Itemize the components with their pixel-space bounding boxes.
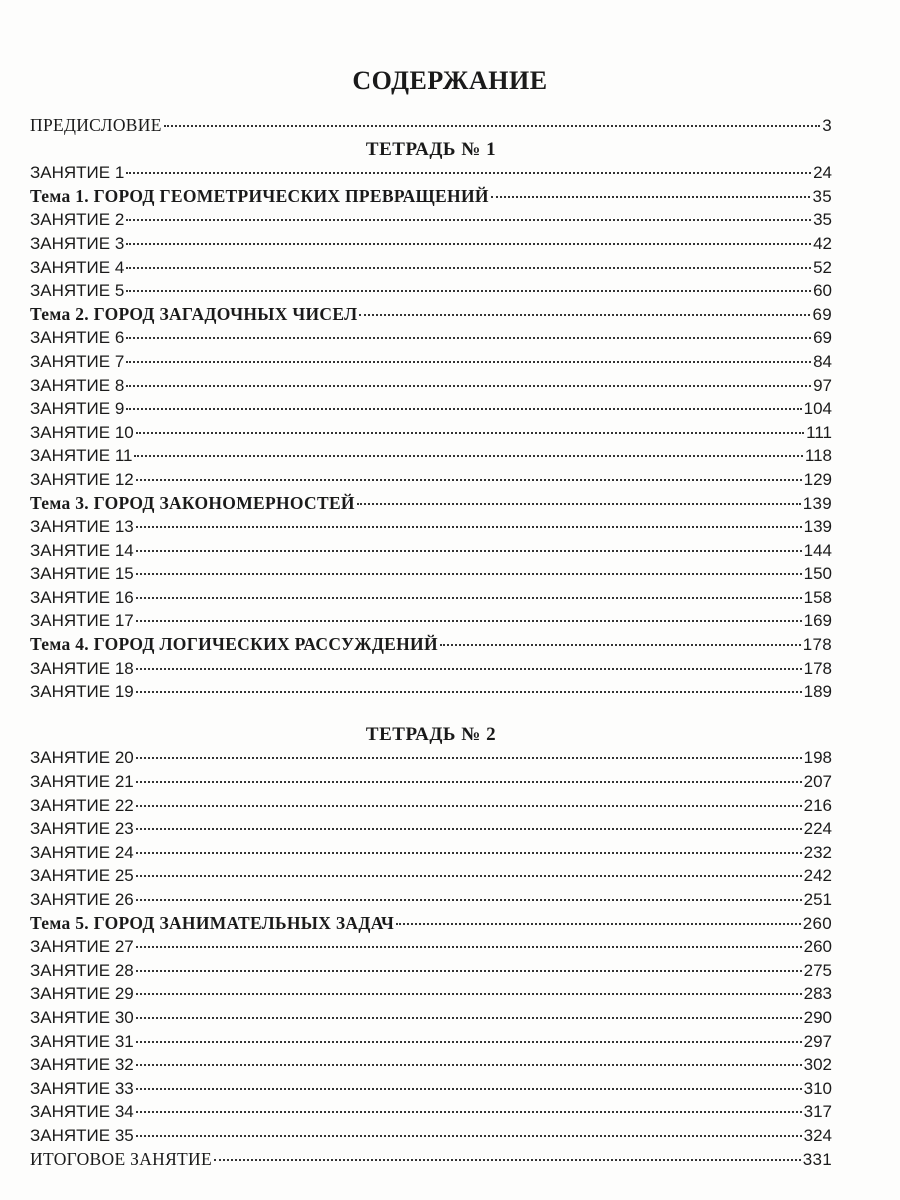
dot-leader — [136, 1041, 802, 1043]
toc-page-number: 302 — [803, 1055, 832, 1075]
toc-page-number: 24 — [813, 163, 832, 183]
dot-leader — [136, 1111, 802, 1113]
toc-entry-label: ЗАНЯТИЕ 30 — [30, 1007, 134, 1027]
toc-row — [30, 468, 832, 492]
toc-page-number: 310 — [803, 1078, 832, 1098]
toc-row — [30, 982, 832, 1006]
toc-entry-label: ЗАНЯТИЕ 34 — [30, 1102, 134, 1122]
dot-leader — [136, 1088, 802, 1090]
toc-entry-label: ЗАНЯТИЕ 29 — [30, 984, 134, 1004]
dot-leader — [136, 970, 802, 972]
toc-entry-label: ЗАНЯТИЕ 21 — [30, 772, 134, 792]
toc-row — [30, 374, 832, 398]
toc-page-number: 178 — [803, 658, 832, 678]
dot-leader — [136, 757, 802, 759]
section-heading: ТЕТРАДЬ № 1 — [365, 138, 497, 160]
dot-leader — [136, 1135, 802, 1137]
dot-leader — [136, 946, 802, 948]
toc-page-number: 224 — [803, 819, 832, 839]
toc-entry-label: ЗАНЯТИЕ 25 — [30, 866, 134, 886]
toc-entry-label: ЗАНЯТИЕ 5 — [30, 281, 125, 301]
toc-page-number: 144 — [803, 540, 832, 560]
toc-row — [30, 326, 832, 350]
toc-page-number: 150 — [803, 564, 832, 584]
dot-leader — [126, 385, 811, 387]
toc-row — [30, 256, 832, 280]
toc-page-number: 331 — [802, 1149, 832, 1169]
toc-page-number: 178 — [802, 635, 832, 655]
toc-page-number: 207 — [803, 772, 832, 792]
toc-row — [30, 817, 832, 841]
toc-row — [30, 279, 832, 303]
toc-page-number: 290 — [803, 1007, 832, 1027]
dot-leader — [136, 852, 802, 854]
toc-page-number: 275 — [803, 960, 832, 980]
toc-page-number: 42 — [813, 233, 832, 253]
toc-row — [30, 539, 832, 563]
toc-entry-label: ЗАНЯТИЕ 33 — [30, 1078, 134, 1098]
toc-page-number: 283 — [803, 984, 832, 1004]
toc-entry-label: ЗАНЯТИЕ 31 — [30, 1031, 134, 1051]
toc-entry-label: ЗАНЯТИЕ 7 — [30, 351, 125, 371]
dot-leader — [126, 219, 811, 221]
toc-page-number: 169 — [803, 611, 832, 631]
toc-row — [30, 562, 832, 586]
dot-leader — [126, 290, 811, 292]
toc-page-number: 251 — [803, 890, 832, 909]
dot-leader — [136, 550, 802, 552]
dot-leader — [126, 361, 811, 363]
toc-row — [30, 515, 832, 539]
toc-entry-label: Тема 4. ГОРОД ЛОГИЧЕСКИХ РАССУЖДЕНИЙ — [30, 634, 438, 655]
toc-entry-label: ЗАНЯТИЕ 35 — [30, 1125, 134, 1145]
toc-topic-row — [30, 185, 832, 209]
dot-leader — [440, 644, 801, 646]
toc-entry-label: ЗАНЯТИЕ 11 — [30, 446, 133, 466]
toc-page-number: 242 — [803, 866, 832, 886]
toc-entry-label: ЗАНЯТИЕ 8 — [30, 375, 125, 395]
table-of-contents — [30, 114, 832, 1171]
toc-entry-label: ЗАНЯТИЕ 20 — [30, 748, 134, 768]
dot-leader — [126, 243, 811, 245]
toc-row — [30, 794, 832, 818]
toc-row — [30, 959, 832, 983]
section-spacer — [30, 704, 832, 723]
toc-row — [30, 888, 832, 912]
toc-row — [30, 1053, 832, 1077]
dot-leader — [126, 172, 811, 174]
toc-entry-label: ЗАНЯТИЕ 13 — [30, 517, 134, 537]
toc-row — [30, 935, 832, 959]
dot-leader — [136, 597, 802, 599]
toc-page-number: 139 — [802, 493, 832, 513]
toc-entry-label: ЗАНЯТИЕ 24 — [30, 842, 134, 862]
toc-page-number: 35 — [812, 186, 832, 206]
dot-leader — [359, 314, 810, 316]
toc-entry-label: Тема 1. ГОРОД ГЕОМЕТРИЧЕСКИХ ПРЕВРАЩЕНИЙ — [30, 185, 489, 206]
dot-leader — [214, 1159, 801, 1161]
toc-row — [30, 1148, 832, 1172]
toc-entry-label: ИТОГОВОЕ ЗАНЯТИЕ — [30, 1148, 212, 1169]
toc-entry-label: ЗАНЯТИЕ 32 — [30, 1055, 134, 1075]
toc-row — [30, 444, 832, 468]
section-heading: ТЕТРАДЬ № 2 — [365, 723, 497, 745]
toc-entry-label: ЗАНЯТИЕ 1 — [30, 163, 125, 183]
dot-leader — [136, 668, 802, 670]
toc-page-number: 84 — [813, 351, 832, 371]
toc-topic-row — [30, 912, 832, 936]
toc-entry-label: ЗАНЯТИЕ 9 — [30, 399, 125, 419]
dot-leader — [134, 455, 802, 457]
dot-leader — [136, 620, 802, 622]
toc-entry-label: ЗАНЯТИЕ 19 — [30, 682, 134, 702]
toc-row — [30, 1077, 832, 1101]
toc-page-number: 297 — [803, 1031, 832, 1051]
toc-row — [30, 161, 832, 185]
page-title: СОДЕРЖАНИЕ — [352, 66, 548, 95]
toc-entry-label: ЗАНЯТИЕ 16 — [30, 587, 134, 607]
dot-leader — [136, 875, 802, 877]
toc-topic-row — [30, 303, 832, 327]
toc-row — [30, 770, 832, 794]
toc-page-number: 198 — [803, 748, 832, 768]
dot-leader — [357, 503, 801, 505]
toc-page-number: 104 — [803, 399, 832, 419]
toc-entry-label: ЗАНЯТИЕ 2 — [30, 210, 125, 230]
dot-leader — [136, 993, 802, 995]
toc-row — [30, 657, 832, 681]
toc-entry-label: ЗАНЯТИЕ 6 — [30, 328, 125, 348]
dot-leader — [136, 432, 804, 434]
dot-leader — [136, 479, 802, 481]
dot-leader — [136, 1017, 802, 1019]
dot-leader — [136, 899, 802, 901]
toc-entry-label: ЗАНЯТИЕ 14 — [30, 540, 134, 560]
toc-entry-label: Тема 5. ГОРОД ЗАНИМАТЕЛЬНЫХ ЗАДАЧ — [30, 912, 395, 933]
toc-row — [30, 586, 832, 610]
toc-entry-label: ПРЕДИСЛОВИЕ — [30, 115, 162, 135]
toc-row — [30, 114, 832, 138]
dot-leader — [136, 828, 802, 830]
toc-page-number: 35 — [813, 210, 832, 230]
toc-row — [30, 232, 832, 256]
dot-leader — [136, 781, 802, 783]
dot-leader — [491, 196, 811, 198]
toc-row — [30, 208, 832, 232]
toc-page-number: 69 — [813, 328, 832, 348]
toc-entry-label: Тема 3. ГОРОД ЗАКОНОМЕРНОСТЕЙ — [30, 492, 355, 513]
toc-row — [30, 1124, 832, 1148]
toc-page-number: 69 — [812, 304, 832, 324]
toc-row — [30, 421, 832, 445]
toc-page-number: 260 — [803, 937, 832, 957]
toc-page-number: 324 — [803, 1125, 832, 1145]
toc-entry-label: ЗАНЯТИЕ 4 — [30, 257, 125, 277]
dot-leader — [126, 267, 811, 269]
toc-page-number: 3 — [822, 116, 832, 135]
toc-page-number: 158 — [803, 587, 832, 607]
dot-leader — [126, 408, 801, 410]
toc-row — [30, 746, 832, 770]
toc-row — [30, 1030, 832, 1054]
toc-page-number: 216 — [803, 795, 832, 815]
toc-topic-row — [30, 633, 832, 657]
toc-entry-label: ЗАНЯТИЕ 12 — [30, 469, 134, 489]
dot-leader — [136, 1064, 802, 1066]
dot-leader — [136, 805, 802, 807]
toc-row — [30, 609, 832, 633]
dot-leader — [164, 125, 821, 127]
toc-page-number: 60 — [813, 281, 832, 301]
toc-row — [30, 1100, 832, 1124]
toc-entry-label: ЗАНЯТИЕ 27 — [30, 937, 134, 957]
toc-page-number: 260 — [802, 913, 832, 933]
toc-entry-label: ЗАНЯТИЕ 15 — [30, 564, 134, 584]
toc-page-number: 129 — [803, 469, 832, 489]
dot-leader — [396, 923, 801, 925]
toc-row — [30, 1006, 832, 1030]
toc-page-number: 189 — [803, 682, 832, 702]
toc-entry-label: ЗАНЯТИЕ 23 — [30, 819, 134, 839]
dot-leader — [126, 337, 811, 339]
toc-page-number: 317 — [803, 1102, 832, 1122]
toc-page-number: 97 — [813, 375, 832, 395]
toc-entry-label: Тема 2. ГОРОД ЗАГАДОЧНЫХ ЧИСЕЛ — [30, 303, 358, 324]
toc-row — [30, 864, 832, 888]
toc-row — [30, 841, 832, 865]
toc-entry-label: ЗАНЯТИЕ 28 — [30, 960, 134, 980]
toc-page-number: 139 — [803, 517, 832, 537]
toc-entry-label: ЗАНЯТИЕ 3 — [30, 233, 125, 253]
toc-page-number: 232 — [803, 842, 832, 862]
toc-entry-label: ЗАНЯТИЕ 18 — [30, 658, 134, 678]
dot-leader — [136, 573, 802, 575]
toc-entry-label: ЗАНЯТИЕ 22 — [30, 795, 134, 815]
toc-row — [30, 350, 832, 374]
dot-leader — [136, 691, 802, 693]
toc-entry-label: ЗАНЯТИЕ 26 — [30, 890, 134, 909]
toc-page-number: 111 — [806, 422, 832, 442]
toc-row — [30, 680, 832, 704]
toc-row — [30, 397, 832, 421]
toc-page-number: 52 — [813, 257, 832, 277]
toc-entry-label: ЗАНЯТИЕ 17 — [30, 611, 134, 631]
toc-entry-label: ЗАНЯТИЕ 10 — [30, 422, 134, 442]
toc-topic-row — [30, 492, 832, 516]
dot-leader — [136, 526, 802, 528]
toc-page-number: 118 — [804, 446, 832, 466]
